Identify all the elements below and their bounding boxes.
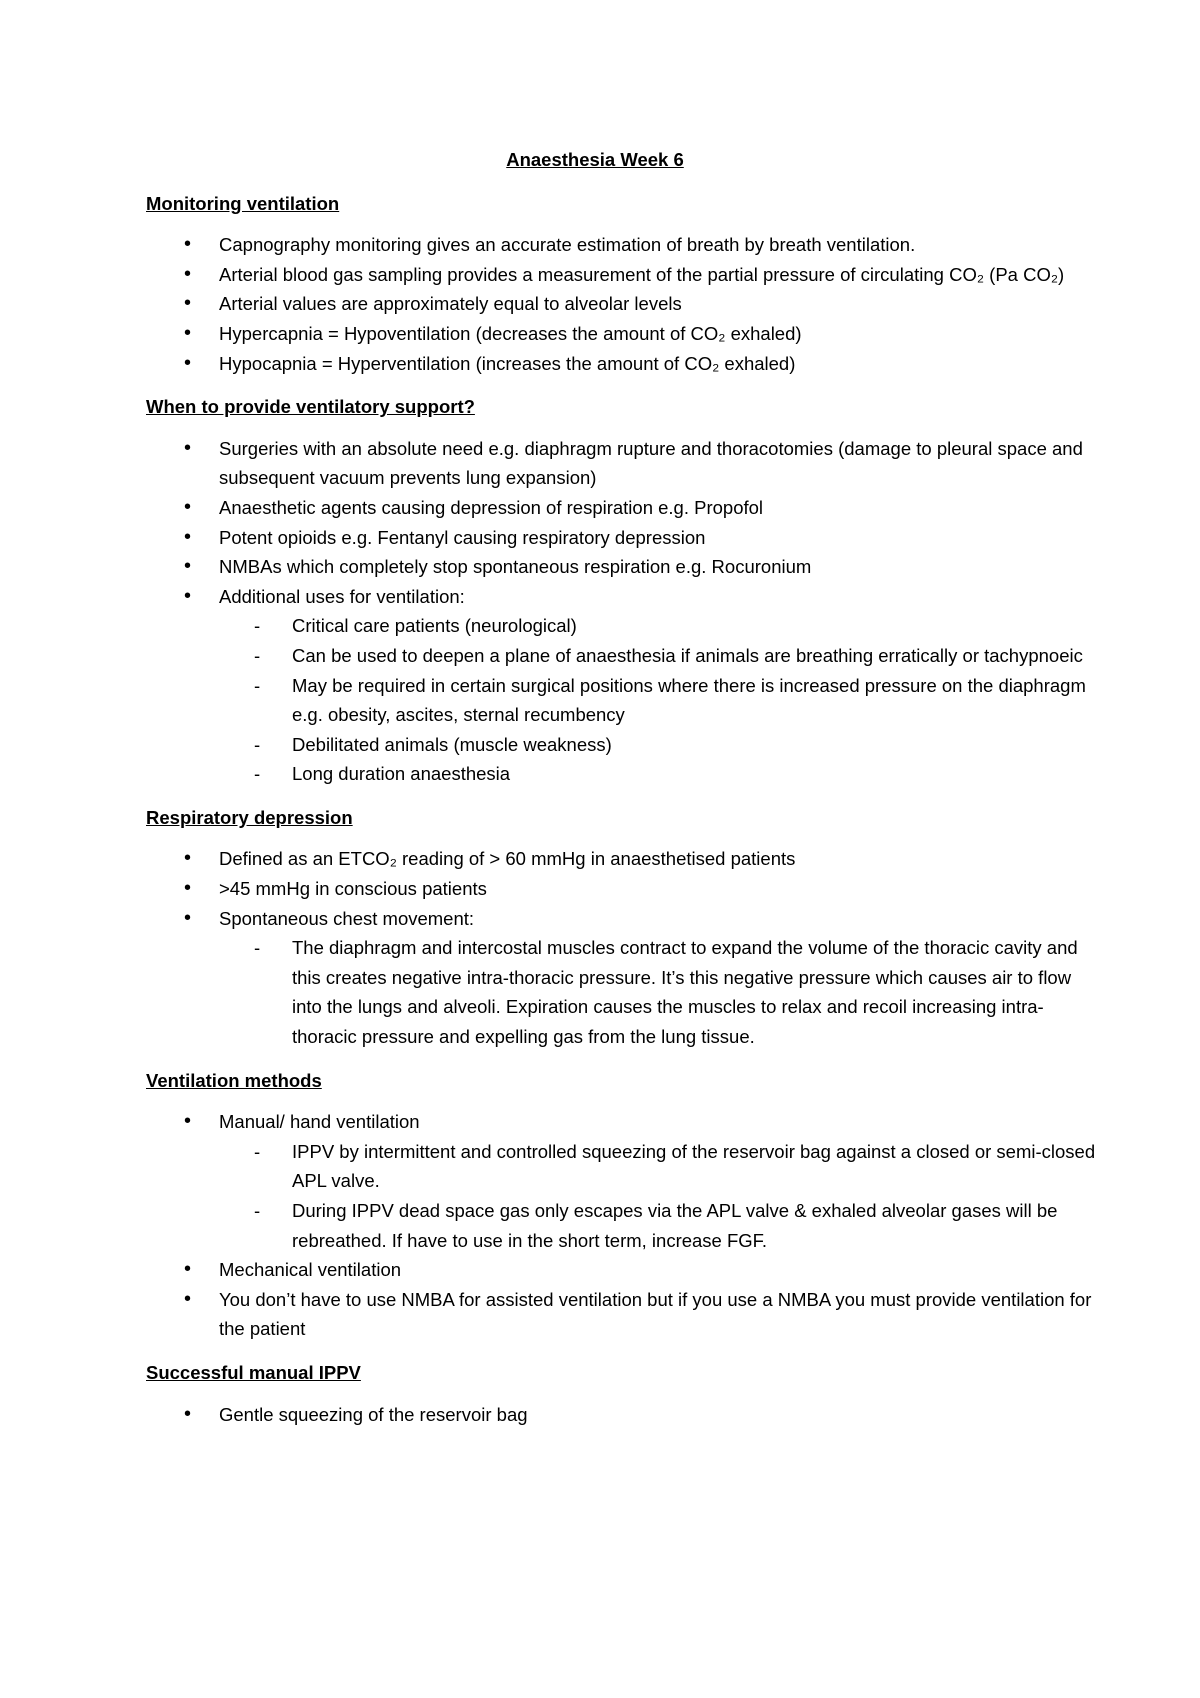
list-item: • Gentle squeezing of the reservoir bag (146, 1400, 1100, 1430)
list-item: • Capnography monitoring gives an accurate estimation of breath by breath ventilation. (146, 230, 1100, 260)
list-item: • You don’t have to use NMBA for assisted ventilation but if you use a NMBA you must provide ventilation for the patient (146, 1285, 1100, 1344)
section-heading-ventilatory-support: When to provide ventilatory support? (146, 396, 475, 418)
bullet-list-ventilatory-support (146, 434, 1100, 789)
sublist-item: - Long duration anaesthesia (219, 759, 1100, 789)
list-item: • Mechanical ventilation (146, 1255, 1100, 1285)
sublist-item: - Debilitated animals (muscle weakness) (219, 730, 1100, 760)
section-heading-successful-manual-ippv: Successful manual IPPV (146, 1361, 361, 1383)
list-item: • >45 mmHg in conscious patients (146, 874, 1100, 904)
bullet-list-monitoring-ventilation (146, 230, 1100, 378)
bullet-list-successful-manual-ippv (146, 1400, 1100, 1430)
sublist-item: - May be required in certain surgical positions where there is increased pressure on the diaphragm e.g. obesity, ascites, sternal recumbency (219, 671, 1100, 730)
sublist-item: - The diaphragm and intercostal muscles contract to expand the volume of the thoracic cavity and this creates negative intra-thoracic pressure. It’s this negative pressure which causes air to flow into the lungs and alveoli. Expiration causes the muscles to relax and recoil increasing intra-thoracic pressure and expelling gas from the lung tissue. (219, 933, 1100, 1051)
list-item: • Anaesthetic agents causing depression of respiration e.g. Propofol (146, 493, 1100, 523)
list-item-with-sublist (146, 582, 1100, 789)
sublist-item: - Can be used to deepen a plane of anaesthesia if animals are breathing erratically or tachypnoeic (219, 641, 1100, 671)
list-item: • Hypocapnia = Hyperventilation (increases the amount of CO₂ exhaled) (146, 349, 1100, 379)
document-title: Anaesthesia Week 6 (506, 149, 684, 170)
list-item: • Hypercapnia = Hypoventilation (decreases the amount of CO₂ exhaled) (146, 319, 1100, 349)
list-item-text: Manual/ hand ventilation (219, 1111, 420, 1133)
sublist-item: - During IPPV dead space gas only escapes via the APL valve & exhaled alveolar gases will be rebreathed. If have to use in the short term, increase FGF. (219, 1196, 1100, 1255)
list-item: • Arterial values are approximately equal to alveolar levels (146, 289, 1100, 319)
sublist-item: - IPPV by intermittent and controlled squeezing of the reservoir bag against a closed or semi-closed APL valve. (219, 1137, 1100, 1196)
list-item: • Arterial blood gas sampling provides a measurement of the partial pressure of circulating CO₂ (Pa CO₂) (146, 260, 1100, 290)
list-item: • Surgeries with an absolute need e.g. diaphragm rupture and thoracotomies (damage to pleural space and subsequent vacuum prevents lung expansion) (146, 434, 1100, 493)
list-item: • NMBAs which completely stop spontaneous respiration e.g. Rocuronium (146, 552, 1100, 582)
bullet-list-ventilation-methods (146, 1107, 1100, 1344)
dash-sublist-manual-ventilation (219, 1137, 1100, 1255)
section-heading-ventilation-methods: Ventilation methods (146, 1069, 322, 1091)
list-item: • Defined as an ETCO₂ reading of > 60 mmHg in anaesthetised patients (146, 844, 1100, 874)
section-heading-respiratory-depression: Respiratory depression (146, 806, 353, 828)
list-item: • Potent opioids e.g. Fentanyl causing respiratory depression (146, 523, 1100, 553)
dash-sublist-additional-uses (219, 611, 1100, 789)
list-item-text: Spontaneous chest movement: (219, 907, 475, 929)
list-item-with-sublist (146, 1107, 1100, 1255)
bullet-list-respiratory-depression (146, 844, 1100, 1051)
section-heading-monitoring-ventilation: Monitoring ventilation (146, 192, 340, 214)
dash-sublist-chest-movement (219, 933, 1100, 1051)
list-item-text: Additional uses for ventilation: (219, 585, 465, 607)
sublist-item: - Critical care patients (neurological) (219, 611, 1100, 641)
list-item-with-sublist (146, 904, 1100, 1052)
